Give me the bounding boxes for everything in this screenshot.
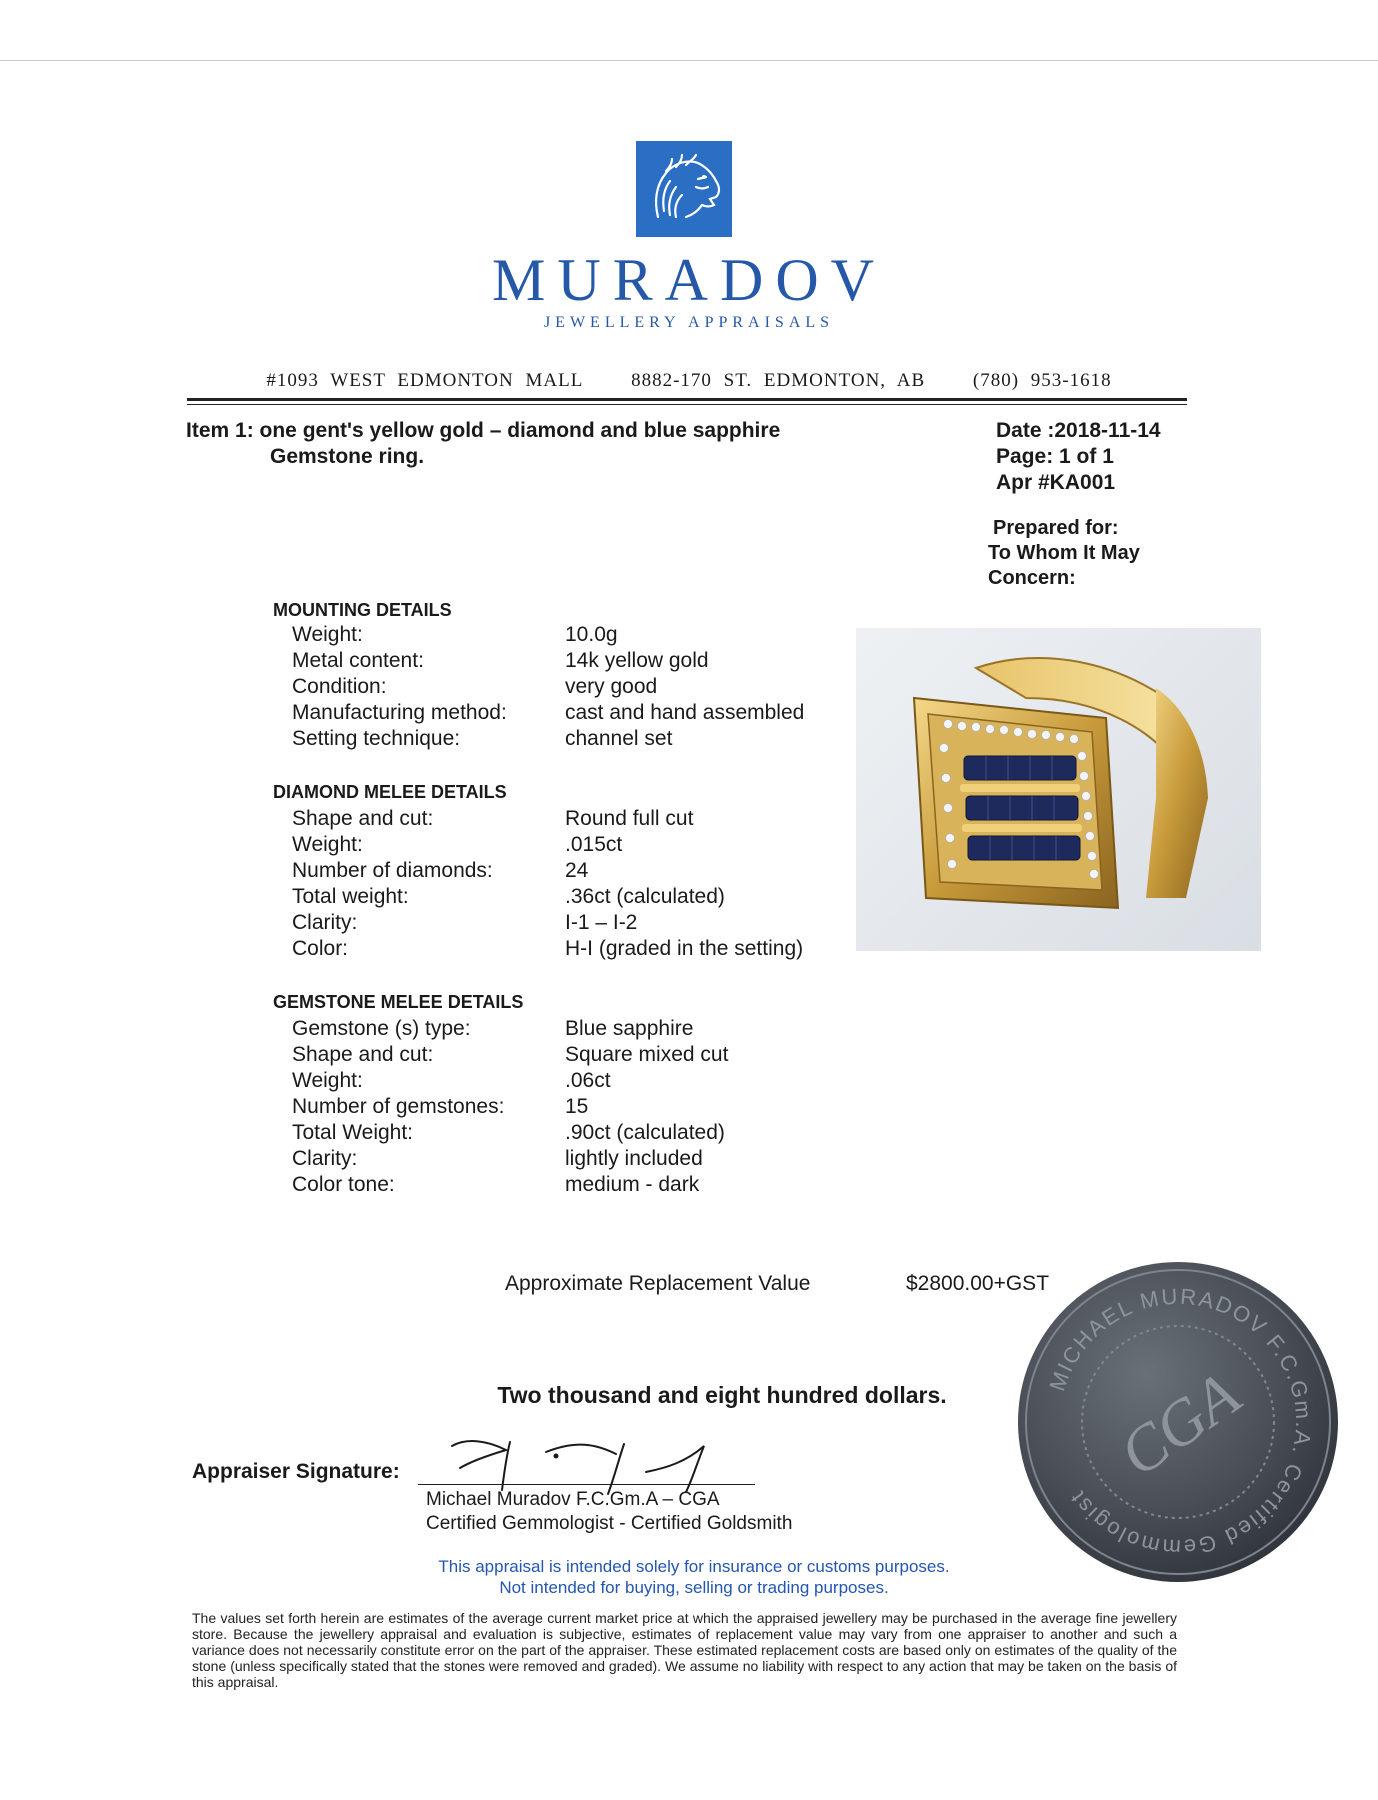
- detail-key: Clarity:: [292, 911, 358, 934]
- detail-key: Weight:: [292, 1069, 363, 1092]
- detail-value: .36ct (calculated): [565, 885, 725, 908]
- detail-value: channel set: [565, 727, 673, 750]
- prepared-for: [988, 516, 1140, 591]
- header-rule-thin: [187, 404, 1187, 405]
- section-title-diamond: DIAMOND MELEE DETAILS: [273, 782, 507, 802]
- appraiser-name: Michael Muradov F.C.Gm.A – CGA: [426, 1489, 720, 1510]
- detail-value: very good: [565, 675, 658, 698]
- brand-name: MURADOV: [491, 247, 887, 313]
- detail-row: [292, 1042, 728, 1068]
- replacement-value-label: Approximate Replacement Value: [505, 1272, 811, 1295]
- cga-seal-icon: [1012, 1256, 1344, 1588]
- detail-value: .90ct (calculated): [565, 1121, 725, 1144]
- item-title-line1: Item 1: one gent's yellow gold – diamond and blue sapphire: [186, 419, 781, 442]
- detail-key: Shape and cut:: [292, 1043, 434, 1066]
- header-rule-thick: [187, 398, 1187, 401]
- prepared-for-label: Prepared for:: [993, 517, 1119, 539]
- appraisal-date: Date :2018-11-14: [996, 419, 1161, 442]
- section-title-gemstone: GEMSTONE MELEE DETAILS: [273, 992, 524, 1012]
- replacement-value-amount: $2800.00+GST: [906, 1272, 1050, 1295]
- detail-key: Total weight:: [292, 885, 409, 908]
- value-in-words-text: Two thousand and eight hundred dollars.: [497, 1382, 947, 1408]
- detail-row: [292, 1120, 728, 1146]
- detail-row: [292, 1016, 728, 1042]
- ring-photo: [856, 628, 1261, 951]
- item-title: [186, 418, 780, 470]
- detail-row: [292, 674, 804, 700]
- gemstone-details: [292, 1016, 728, 1198]
- disclaimer-text: The values set forth herein are estimates of the average current market price at which the appraised jewellery may be purchased in the average fine jewellery store. Because the jewellery appraisal and evaluation is subjective, estimates of replacement value may vary from one appraiser to another and such a variance does not necessarily constitute error on the part of the appraiser. These estimated replacement costs are based only on estimates of the quality of the stone (unless specifically stated that the stones were removed and graded). We assume no liability with respect to any action that may be taken on the basis of this appraisal.: [192, 1610, 1177, 1690]
- detail-key: Manufacturing method:: [292, 701, 507, 724]
- detail-value: medium - dark: [565, 1173, 700, 1196]
- detail-row: [292, 1094, 728, 1120]
- detail-value: 14k yellow gold: [565, 649, 709, 672]
- notice-line1: This appraisal is intended solely for insurance or customs purposes.: [438, 1557, 950, 1576]
- detail-value: Square mixed cut: [565, 1043, 729, 1066]
- detail-value: lightly included: [565, 1147, 703, 1170]
- appraisal-number: Apr #KA001: [996, 471, 1116, 494]
- detail-row: [292, 1068, 728, 1094]
- detail-key: Condition:: [292, 675, 387, 698]
- address-line: [0, 370, 1378, 392]
- detail-key: Number of diamonds:: [292, 859, 493, 882]
- appraisal-meta: [996, 418, 1161, 496]
- detail-row: [292, 726, 804, 752]
- appraiser-title: Certified Gemmologist - Certified Goldsmith: [426, 1513, 793, 1534]
- detail-value: 24: [565, 859, 589, 882]
- detail-row: [292, 858, 803, 884]
- signature-label: Appraiser Signature:: [192, 1460, 400, 1483]
- item-title-line2: Gemstone ring.: [270, 445, 425, 468]
- brand-subtitle: JEWELLERY APPRAISALS: [543, 314, 835, 331]
- address-mall: #1093 WEST EDMONTON MALL: [266, 370, 584, 391]
- detail-value: H-I (graded in the setting): [565, 937, 804, 960]
- detail-row: [292, 936, 803, 962]
- mounting-details: [292, 622, 804, 752]
- detail-row: [292, 806, 803, 832]
- lion-logo-icon: [636, 141, 732, 237]
- detail-key: Weight:: [292, 623, 363, 646]
- top-border-line: [0, 60, 1378, 61]
- seal-ring-text: MICHAEL MURADOV F.C.Gm.A. Certified Gemmologist: [1044, 1283, 1317, 1561]
- detail-row: [292, 884, 803, 910]
- detail-row: [292, 910, 803, 936]
- detail-row: [292, 622, 804, 648]
- seal-center-text: CGA: [1106, 1358, 1253, 1490]
- detail-key: Color tone:: [292, 1173, 395, 1196]
- detail-value: I-1 – I-2: [565, 911, 638, 934]
- appraiser-credentials: [426, 1488, 792, 1536]
- detail-key: Color:: [292, 937, 349, 960]
- address-street: 8882-170 ST. EDMONTON, AB: [631, 370, 926, 391]
- detail-row: [292, 1146, 728, 1172]
- detail-value: .06ct: [565, 1069, 611, 1092]
- detail-value: 10.0g: [565, 623, 618, 646]
- detail-key: Weight:: [292, 833, 363, 856]
- detail-value: Round full cut: [565, 807, 694, 830]
- detail-key: Number of gemstones:: [292, 1095, 505, 1118]
- prepared-for-line1: To Whom It May: [988, 542, 1140, 564]
- prepared-for-line2: Concern:: [988, 567, 1076, 589]
- detail-key: Total Weight:: [292, 1121, 414, 1144]
- section-title-mounting: MOUNTING DETAILS: [273, 600, 452, 620]
- detail-value: 15: [565, 1095, 589, 1118]
- detail-row: [292, 1172, 728, 1198]
- notice-line2: Not intended for buying, selling or trading purposes.: [499, 1578, 889, 1597]
- page-number: Page: 1 of 1: [996, 445, 1114, 468]
- detail-value: cast and hand assembled: [565, 701, 805, 724]
- detail-key: Setting technique:: [292, 727, 461, 750]
- detail-key: Metal content:: [292, 649, 424, 672]
- detail-row: [292, 648, 804, 674]
- detail-key: Shape and cut:: [292, 807, 434, 830]
- detail-row: [292, 700, 804, 726]
- diamond-details: [292, 806, 803, 962]
- address-phone: (780) 953-1618: [972, 370, 1112, 391]
- detail-row: [292, 832, 803, 858]
- detail-value: Blue sapphire: [565, 1017, 694, 1040]
- detail-value: .015ct: [565, 833, 623, 856]
- detail-key: Clarity:: [292, 1147, 358, 1170]
- detail-key: Gemstone (s) type:: [292, 1017, 471, 1040]
